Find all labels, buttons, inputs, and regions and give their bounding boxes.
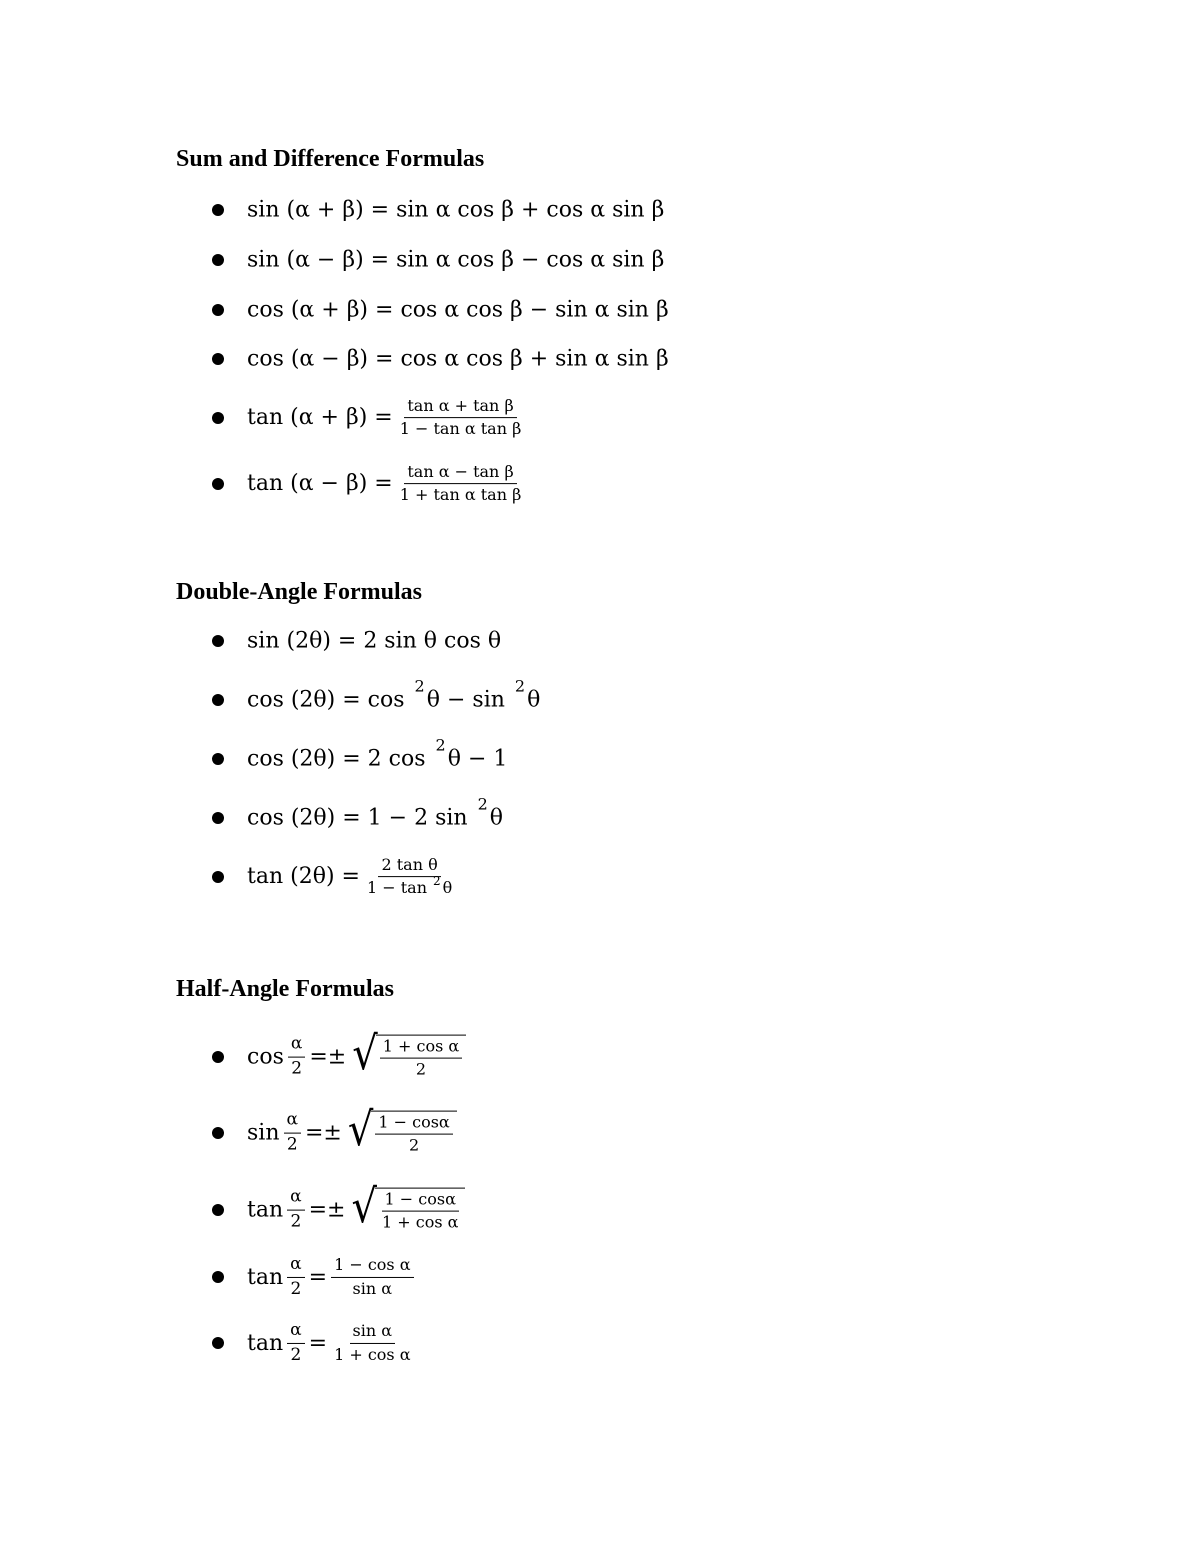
denominator-part: θ	[442, 878, 453, 898]
formula-lhs: sin (α + β) =	[247, 197, 397, 223]
bullet-icon	[212, 1127, 224, 1139]
formula-part: θ	[489, 805, 504, 831]
denominator: 1 − tan α tan β	[399, 419, 522, 439]
square-root	[347, 1103, 457, 1157]
formula-rhs: cos α cos β + sin α sin β	[400, 346, 669, 372]
formula-lhs: tan (2θ) =	[247, 864, 360, 890]
denominator: 2	[290, 1278, 302, 1299]
bullet-icon	[212, 254, 224, 266]
function-name: cos	[247, 1044, 284, 1070]
denominator: 1 + tan α tan β	[399, 485, 522, 505]
section-title-half-angle: Half-Angle Formulas	[176, 976, 394, 1002]
bullet-icon	[212, 304, 224, 316]
bullet-icon	[212, 412, 224, 424]
bullet-icon	[212, 812, 224, 824]
half-angle-fraction	[287, 1321, 304, 1365]
bullet-icon	[212, 478, 224, 490]
formula-part: cos (2θ) = cos	[247, 687, 405, 713]
half-angle-fraction	[287, 1255, 304, 1299]
fraction	[397, 463, 525, 505]
formula-part: θ − 1	[447, 746, 508, 772]
half-angle-fraction	[287, 1188, 304, 1232]
denominator: 2	[286, 1134, 298, 1155]
denominator: 1 + cos α	[382, 1213, 459, 1232]
exponent: 2	[514, 676, 526, 696]
formula-rhs: sin α cos β − cos α sin β	[396, 247, 665, 273]
formula-rhs: cos α cos β − sin α sin β	[400, 297, 669, 323]
formula-lhs: cos (α + β) =	[247, 297, 401, 323]
fraction	[364, 856, 455, 898]
numerator: sin α	[350, 1322, 396, 1343]
formula-lhs: cos (α − β) =	[247, 346, 401, 372]
numerator: 1 + cos α	[380, 1038, 462, 1059]
bullet-icon	[212, 753, 224, 765]
function-name: sin	[247, 1120, 280, 1146]
exponent: 2	[414, 676, 425, 696]
equals-sign: =±	[309, 1044, 347, 1070]
equals-sign: =	[308, 1264, 328, 1290]
denominator: 2	[415, 1060, 427, 1079]
denominator: 2	[408, 1136, 420, 1155]
numerator: α	[287, 1188, 304, 1211]
numerator: α	[287, 1321, 304, 1344]
formula-lhs: tan (α + β) =	[247, 405, 393, 431]
numerator: α	[287, 1255, 304, 1278]
radical-icon: √	[351, 1180, 377, 1234]
half-angle-fraction	[288, 1035, 305, 1079]
equals-sign: =±	[304, 1120, 342, 1146]
fraction	[397, 397, 525, 439]
exponent: 2	[477, 794, 488, 814]
bullet-icon	[212, 1051, 224, 1063]
formula-part: θ − sin	[426, 687, 505, 713]
square-root	[351, 1180, 466, 1234]
numerator: 1 − cosα	[375, 1114, 452, 1135]
bullet-icon	[212, 871, 224, 883]
numerator: α	[288, 1035, 305, 1058]
denominator: 2	[290, 1211, 302, 1232]
exponent: 2	[433, 874, 441, 889]
formula-rhs: sin α cos β + cos α sin β	[396, 197, 665, 223]
denominator: 2	[290, 1344, 302, 1365]
fraction	[379, 1191, 461, 1233]
fraction	[375, 1114, 452, 1156]
equals-sign: =	[308, 1330, 328, 1356]
fraction	[331, 1256, 413, 1298]
fraction	[331, 1322, 413, 1364]
radical-icon: √	[347, 1103, 374, 1157]
equals-sign: =±	[308, 1197, 346, 1223]
denominator	[364, 874, 455, 898]
denominator: sin α	[352, 1278, 393, 1298]
formula-part: cos (2θ) = 2 cos	[247, 746, 426, 772]
bullet-icon	[212, 353, 224, 365]
numerator: tan α + tan β	[404, 397, 516, 418]
bullet-icon	[212, 204, 224, 216]
bullet-icon	[212, 694, 224, 706]
bullet-icon	[212, 635, 224, 647]
fraction	[380, 1038, 462, 1080]
half-angle-fraction	[284, 1111, 301, 1155]
square-root	[352, 1027, 466, 1081]
numerator: 1 − cosα	[382, 1191, 459, 1212]
bullet-icon	[212, 1204, 224, 1216]
exponent: 2	[435, 735, 446, 755]
formula-lhs: tan (α − β) =	[247, 471, 393, 497]
numerator: 1 − cos α	[331, 1256, 413, 1277]
section-title-double-angle: Double-Angle Formulas	[176, 579, 422, 605]
function-name: tan	[247, 1264, 284, 1290]
radical-icon: √	[352, 1027, 378, 1081]
bullet-icon	[212, 1337, 224, 1349]
formula-text: sin (2θ) = 2 sin θ cos θ	[247, 628, 502, 654]
section-title-sum-difference: Sum and Difference Formulas	[176, 146, 485, 172]
bullet-icon	[212, 1271, 224, 1283]
formula-lhs: sin (α − β) =	[247, 247, 397, 273]
denominator-part: 1 − tan	[366, 878, 427, 898]
numerator: tan α − tan β	[404, 463, 516, 484]
formula-part: θ	[527, 687, 541, 713]
function-name: tan	[247, 1197, 284, 1223]
function-name: tan	[247, 1330, 284, 1356]
denominator: 1 + cos α	[334, 1344, 411, 1364]
numerator: α	[284, 1111, 301, 1134]
denominator: 2	[291, 1058, 303, 1079]
numerator: 2 tan θ	[378, 856, 440, 877]
formula-part: cos (2θ) = 1 − 2 sin	[247, 805, 468, 831]
